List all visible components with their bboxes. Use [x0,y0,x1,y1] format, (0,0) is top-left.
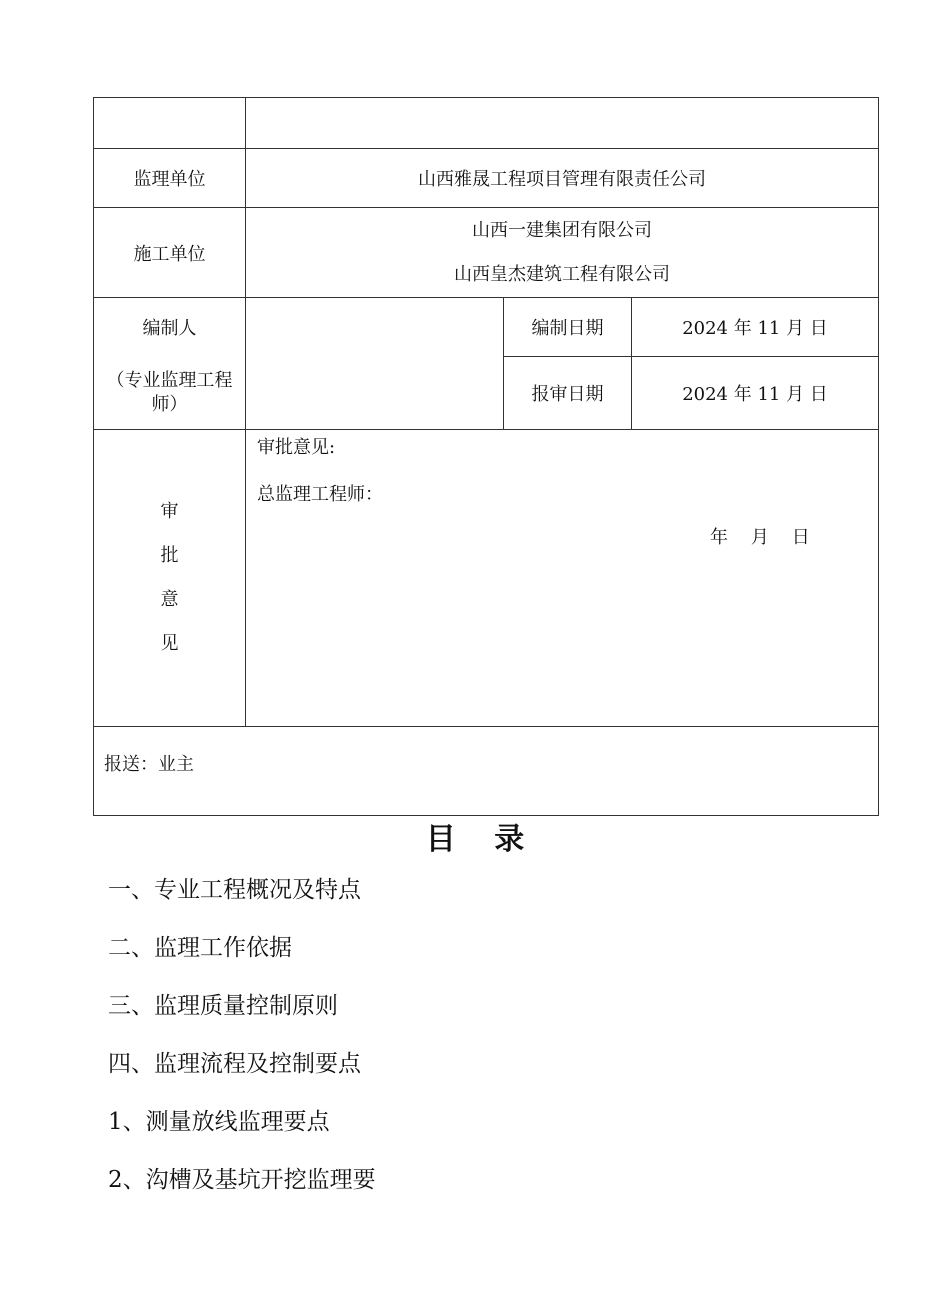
supervision-unit-value: 山西雅晟工程项目管理有限责任公司 [246,149,879,208]
approval-char-3: 意 [160,589,179,610]
compiler-value [246,298,504,430]
approval-char-1: 审 [160,501,179,522]
toc-item: 四、监理流程及控制要点 [108,1051,361,1077]
send-to-label: 报送：业主 [104,754,194,775]
approval-opinion-label: 审批意见: [257,437,336,458]
review-date-label: 报审日期 [504,357,632,430]
approval-content-cell [246,430,879,727]
toc-item: 三、监理质量控制原则 [108,993,338,1019]
construction-unit-label: 施工单位 [94,208,246,298]
blank-row [94,98,879,149]
construction-unit-value [246,208,879,298]
construction-unit-row [94,208,879,298]
approval-char-2: 批 [160,545,179,566]
toc-item: 1、测量放线监理要点 [108,1109,330,1135]
toc-item: 一、专业工程概况及特点 [108,877,361,903]
approval-row [94,430,879,727]
send-to-cell [94,727,879,816]
compile-date-value: 2024 年 11 月 日 [632,298,879,357]
approval-form-table [93,97,879,816]
compile-date-label: 编制日期 [504,298,632,357]
chief-engineer-label: 总监理工程师： [257,484,383,505]
send-to-row [94,727,879,816]
construction-unit-1: 山西一建集团有限公司 [472,219,652,241]
toc-title: 目 录 [425,822,539,857]
toc-item: 2、沟槽及基坑开挖监理要 [108,1167,376,1193]
compiler-label: 编制人 [94,298,246,357]
review-date-value: 2024 年 11 月 日 [632,357,879,430]
construction-unit-2: 山西皇杰建筑工程有限公司 [454,263,670,285]
compiler-sub-label: （专业监理工程师） [94,357,246,430]
compile-date-row [94,298,879,357]
approval-date-label: 年 月 日 [710,527,810,548]
approval-char-4: 见 [160,633,179,654]
toc-list [108,870,376,1218]
blank-value-cell [246,98,879,149]
toc-item: 二、监理工作依据 [108,935,292,961]
approval-vertical-label [94,430,246,727]
supervision-unit-label: 监理单位 [94,149,246,208]
blank-label-cell [94,98,246,149]
supervision-unit-row [94,149,879,208]
